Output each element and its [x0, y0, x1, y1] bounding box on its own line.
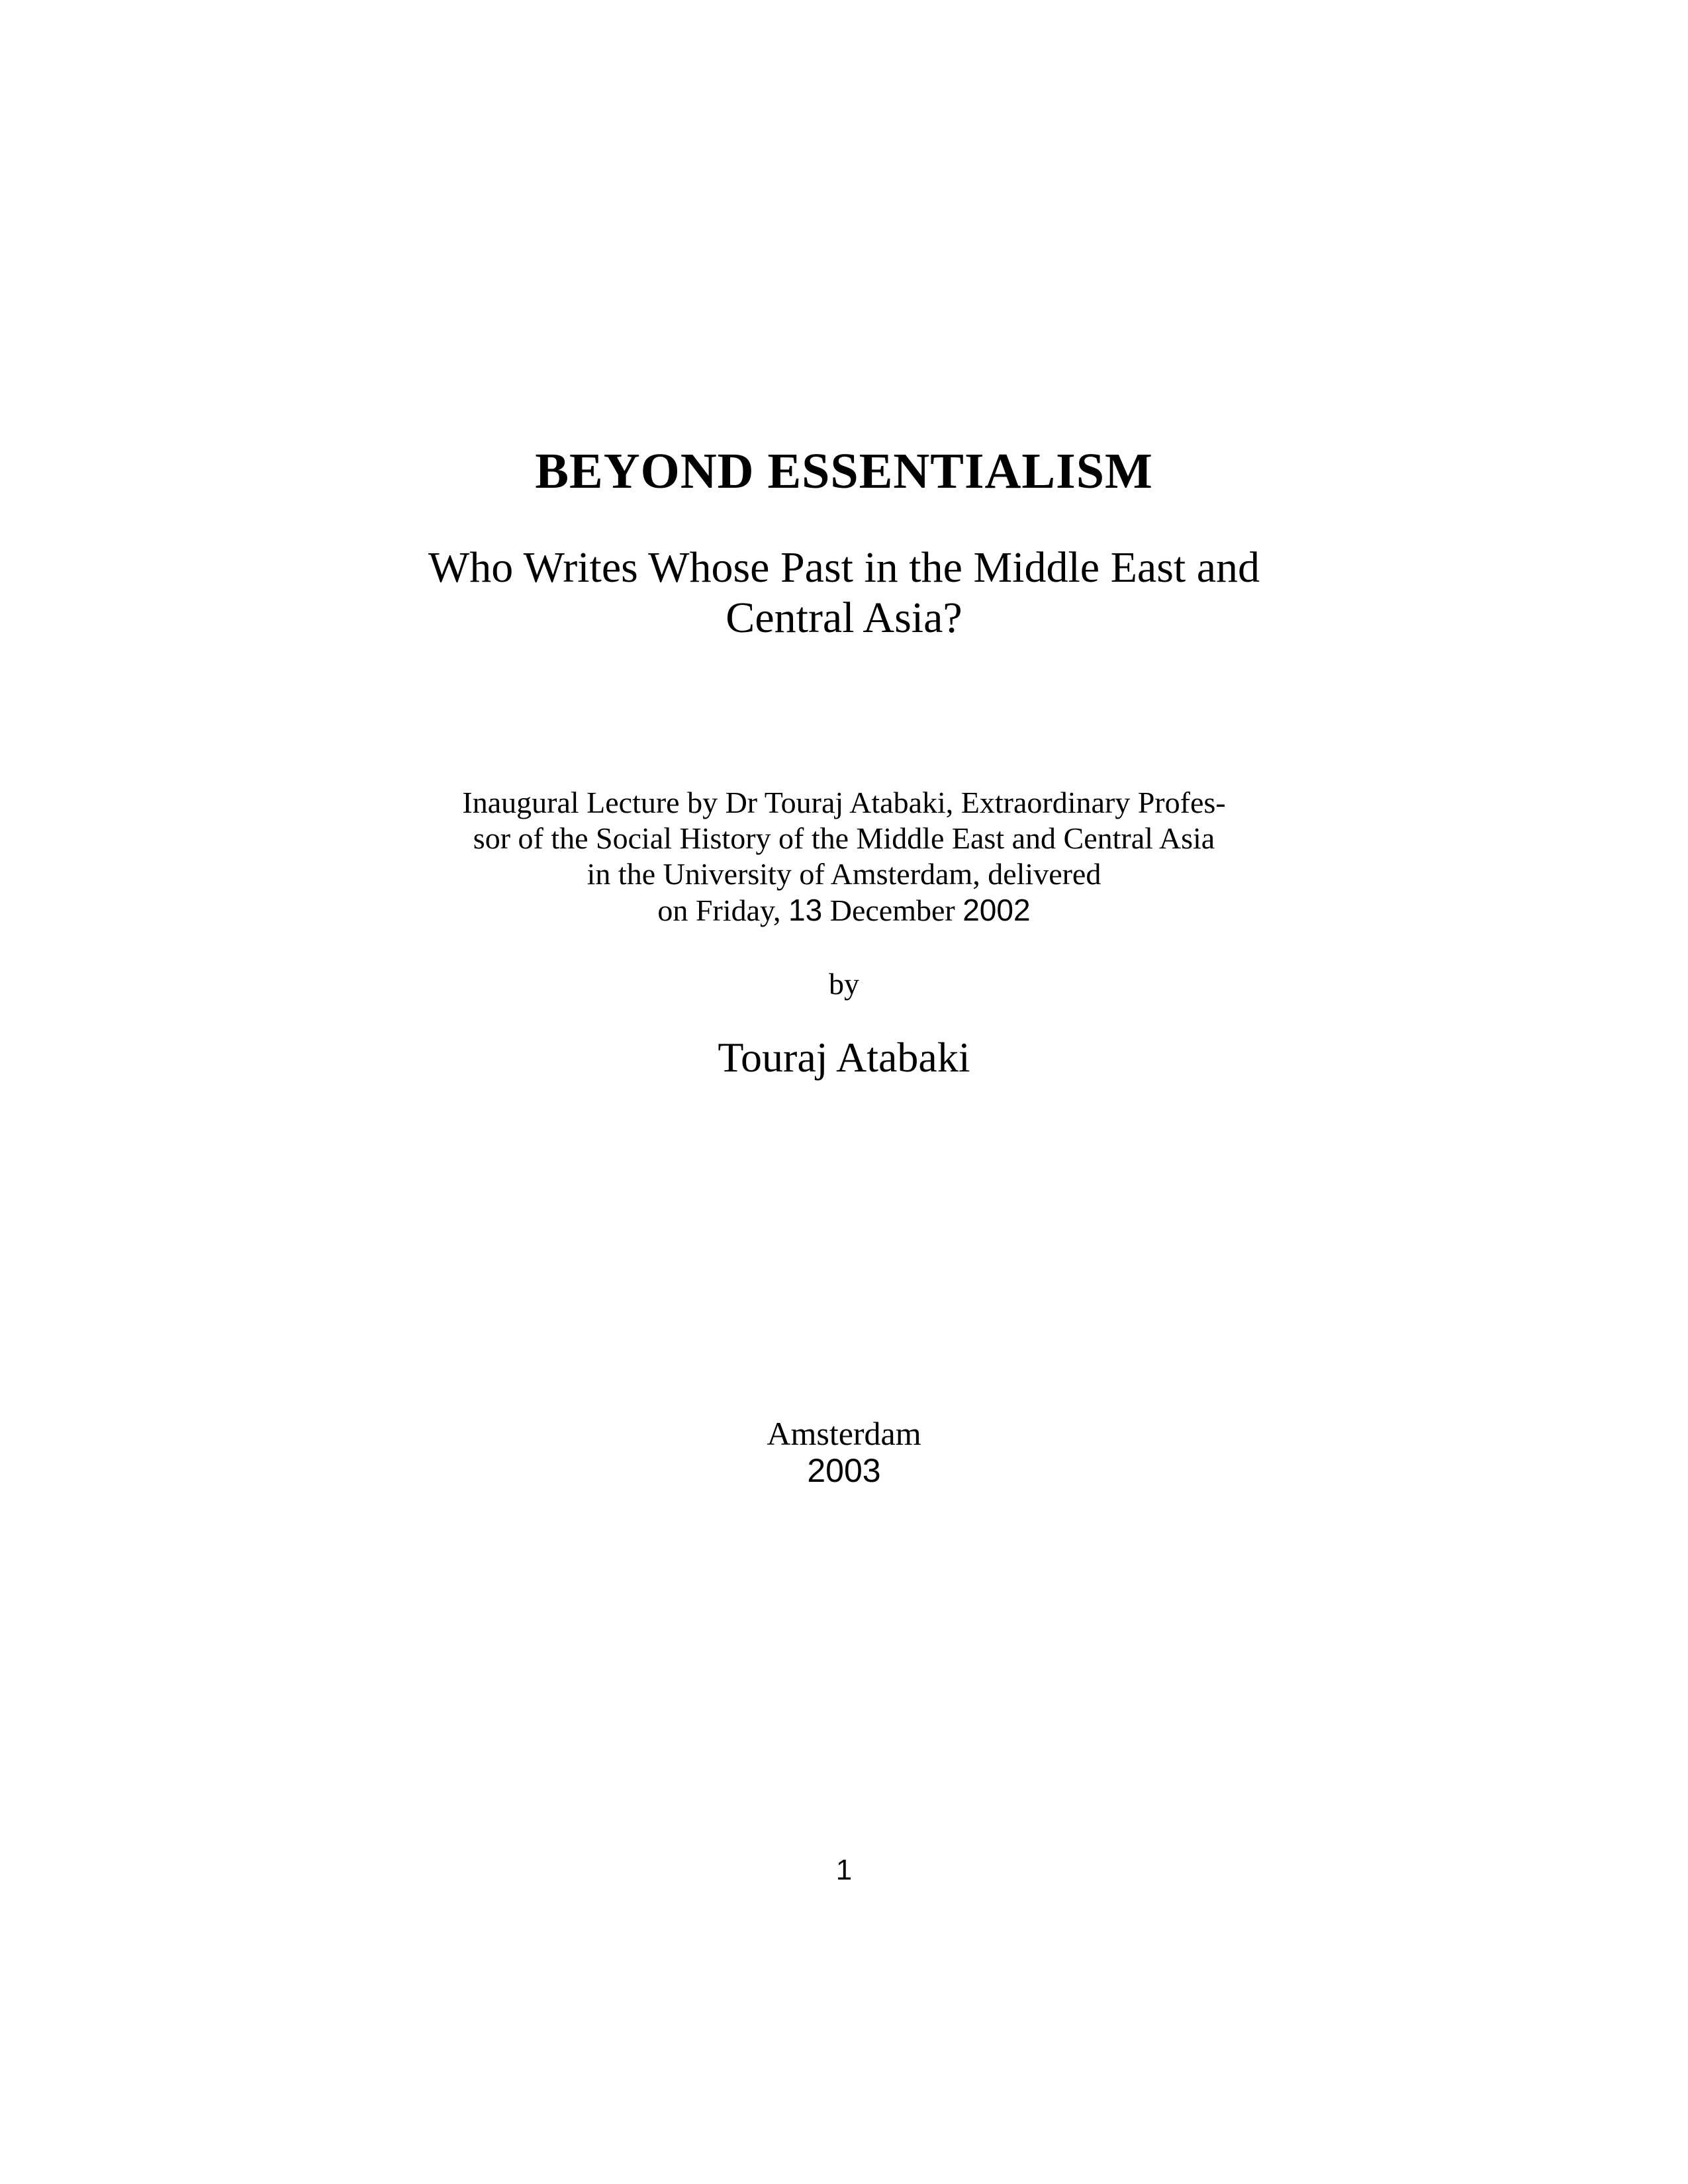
lecture-date-prefix: on Friday, [657, 893, 789, 927]
imprint-city: Amsterdam [767, 1415, 921, 1452]
byline: by [829, 967, 859, 1001]
document-subtitle [0, 543, 1688, 643]
page-number: 1 [835, 1854, 853, 1886]
lecture-date-year: 2002 [962, 893, 1031, 927]
lecture-date-day: 13 [788, 893, 823, 927]
imprint [0, 1415, 1688, 1489]
lecture-note [0, 785, 1688, 929]
lecture-note-line-2: sor of the Social History of the Middle East and Central Asia [473, 821, 1215, 855]
subtitle-line-1: Who Writes Whose Past in the Middle East and [428, 543, 1260, 592]
lecture-note-line-1: Inaugural Lecture by Dr Touraj Atabaki, Extraordinary Profes- [462, 786, 1226, 819]
subtitle-line-2: Central Asia? [726, 594, 962, 642]
lecture-date-month: December [822, 893, 963, 927]
author-name: Touraj Atabaki [718, 1034, 970, 1081]
lecture-note-line-4 [0, 892, 1688, 929]
imprint-year: 2003 [807, 1452, 881, 1489]
lecture-note-line-3: in the University of Amsterdam, delivered [586, 857, 1102, 891]
document-title: BEYOND ESSENTIALISM [535, 443, 1153, 499]
